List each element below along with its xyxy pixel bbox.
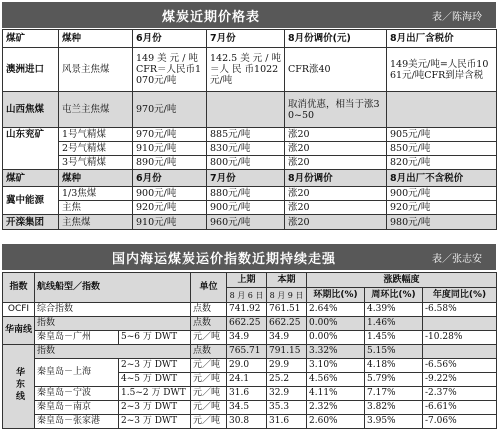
header-aug-adjust: 8月份调价(元)	[285, 30, 387, 48]
unit-cell: 点数	[191, 303, 227, 317]
table-row	[3, 331, 497, 345]
group-south-china: 华南线	[3, 317, 35, 345]
prev-cell: 34.9	[227, 331, 267, 345]
wow-cell: 2.32%	[307, 401, 365, 415]
table2-byline: 表／张志安	[432, 254, 482, 265]
route-cell: 综合指数	[35, 303, 191, 317]
header-aug-price-tax: 8月出厂含税价	[387, 30, 497, 48]
july-price-cell: 142.5 美 元 / 吨＝人 民 币1022元/吨	[207, 48, 285, 92]
unit-cell: 元／吨	[191, 415, 227, 429]
coal-type-cell: 2号气精煤	[59, 142, 133, 156]
curr-cell: 32.9	[267, 387, 307, 401]
prev-cell: 30.8	[227, 415, 267, 429]
july-price-cell: 830元/吨	[207, 142, 285, 156]
wow-cell: 0.00%	[307, 317, 365, 331]
table-row	[3, 387, 497, 401]
coal-type-cell: 屯兰主焦煤	[59, 92, 133, 128]
mom-cell: 5.15%	[365, 345, 423, 359]
table-row	[3, 201, 497, 215]
route-cell: 秦皇岛－宁波	[35, 387, 119, 401]
july-price-cell: 960元/吨	[207, 215, 285, 230]
header-coal-type: 煤种	[59, 170, 133, 187]
june-price-cell: 970元/吨	[133, 92, 207, 128]
table1-byline: 表／陈海玲	[432, 12, 482, 23]
curr-cell: 35.3	[267, 401, 307, 415]
mom-cell: 4.39%	[365, 303, 423, 317]
header-coal-type: 煤种	[59, 30, 133, 48]
freight-index-table	[2, 272, 497, 429]
coal-price-table	[2, 29, 497, 230]
table1-header-row	[3, 30, 497, 48]
ship-size-cell: 4~5 万 DWT	[119, 373, 191, 387]
table2-title-bar	[2, 244, 496, 270]
yoy-cell: -6.61%	[423, 401, 497, 415]
header-mom: 周环比(%)	[365, 288, 423, 303]
header-june: 6月份	[133, 30, 207, 48]
prev-cell: 741.92	[227, 303, 267, 317]
header-aug-adjust: 8月份调价	[285, 170, 387, 187]
aug-adjust-cell: 涨20	[285, 142, 387, 156]
header-july: 7月份	[207, 30, 285, 48]
table2-header-row	[3, 273, 497, 288]
wow-cell: 2.60%	[307, 415, 365, 429]
aug-price-cell	[387, 92, 497, 128]
ship-size-cell: 5~6 万 DWT	[119, 331, 191, 345]
ship-size-cell: 2~3 万 DWT	[119, 359, 191, 373]
unit-cell: 点数	[191, 345, 227, 359]
group-east-china-label: 华东线	[14, 366, 24, 403]
table-row	[3, 92, 497, 128]
mom-cell: 7.17%	[365, 387, 423, 401]
curr-cell: 31.6	[267, 415, 307, 429]
table-row	[3, 303, 497, 317]
yoy-cell: -2.37%	[423, 387, 497, 401]
aug-adjust-cell: 涨20	[285, 156, 387, 170]
table1-title: 煤炭近期价格表	[162, 10, 261, 25]
wow-cell: 3.10%	[307, 359, 365, 373]
header-prev: 上期	[227, 273, 267, 288]
route-cell: 指数	[35, 317, 191, 331]
header-prev-date: 8 月 6 日	[227, 288, 267, 303]
aug-price-cell: 920元/吨	[387, 201, 497, 215]
july-price-cell: 885元/吨	[207, 128, 285, 142]
curr-cell: 662.25	[267, 317, 307, 331]
july-price-cell: 880元/吨	[207, 187, 285, 201]
header-wow: 环期比(%)	[307, 288, 365, 303]
coal-type-cell: 主焦	[59, 201, 133, 215]
yoy-cell: -6.56%	[423, 359, 497, 373]
aug-price-cell: 850元/吨	[387, 142, 497, 156]
aug-price-cell: 149美元/吨=人民币1061元/吨CFR到岸含税	[387, 48, 497, 92]
aug-price-cell: 820元/吨	[387, 156, 497, 170]
mom-cell: 3.82%	[365, 401, 423, 415]
table-row	[3, 359, 497, 373]
table-row	[3, 215, 497, 230]
header-change: 涨跌幅度	[307, 273, 497, 288]
july-price-cell: 900元/吨	[207, 201, 285, 215]
table1-title-bar	[2, 2, 496, 28]
prev-cell: 765.71	[227, 345, 267, 359]
header-mine: 煤矿	[3, 170, 59, 187]
yoy-cell: -6.58%	[423, 303, 497, 317]
prev-cell: 24.1	[227, 373, 267, 387]
wow-cell: 4.56%	[307, 373, 365, 387]
ship-size-cell: 1.5~2 万 DWT	[119, 387, 191, 401]
header-curr: 本期	[267, 273, 307, 288]
unit-cell: 元／吨	[191, 401, 227, 415]
july-price-cell: 800元/吨	[207, 156, 285, 170]
header-unit: 单位	[191, 273, 227, 303]
mine-cell: 冀中能源	[3, 187, 59, 215]
mine-cell: 澳洲进口	[3, 48, 59, 92]
coal-type-cell: 主焦煤	[59, 215, 133, 230]
curr-cell: 34.9	[267, 331, 307, 345]
june-price-cell: 890元/吨	[133, 156, 207, 170]
mom-cell: 4.18%	[365, 359, 423, 373]
aug-price-cell: 905元/吨	[387, 128, 497, 142]
july-price-cell	[207, 92, 285, 128]
header-index: 指数	[3, 273, 35, 303]
wow-cell: 4.11%	[307, 387, 365, 401]
june-price-cell: 920元/吨	[133, 201, 207, 215]
route-cell: 指数	[35, 345, 191, 359]
table-row	[3, 317, 497, 331]
mom-cell: 3.95%	[365, 415, 423, 429]
coal-type-cell: 风景主焦煤	[59, 48, 133, 92]
mine-cell: 山东兖矿	[3, 128, 59, 170]
june-price-cell: 910元/吨	[133, 215, 207, 230]
table-row	[3, 187, 497, 201]
header-route: 航线船型／指数	[35, 273, 191, 303]
unit-cell: 元／吨	[191, 359, 227, 373]
group-east-china	[3, 345, 35, 429]
coal-type-cell: 1/3焦煤	[59, 187, 133, 201]
mine-cell: 山西焦煤	[3, 92, 59, 128]
header-aug-price-notax: 8月出厂不含税价	[387, 170, 497, 187]
aug-adjust-cell: 涨20	[285, 187, 387, 201]
table-row	[3, 142, 497, 156]
wow-cell: 3.32%	[307, 345, 365, 359]
mom-cell: 1.46%	[365, 317, 423, 331]
aug-adjust-cell: 涨20	[285, 215, 387, 230]
header-curr-date: 8 月 9 日	[267, 288, 307, 303]
table-row	[3, 345, 497, 359]
route-cell: 秦皇岛－广州	[35, 331, 119, 345]
unit-cell: 元／吨	[191, 331, 227, 345]
curr-cell: 791.15	[267, 345, 307, 359]
coal-type-cell: 3号气精煤	[59, 156, 133, 170]
yoy-cell	[423, 317, 497, 331]
yoy-cell: -10.28%	[423, 331, 497, 345]
table-row	[3, 415, 497, 429]
header-yoy: 年度同比(%)	[423, 288, 497, 303]
aug-price-cell: 900元/吨	[387, 187, 497, 201]
june-price-cell: 900元/吨	[133, 187, 207, 201]
yoy-cell: -9.22%	[423, 373, 497, 387]
aug-adjust-cell: 取消优惠，相当于涨30~50	[285, 92, 387, 128]
june-price-cell: 910元/吨	[133, 142, 207, 156]
table-row	[3, 48, 497, 92]
ship-size-cell: 2~3 万 DWT	[119, 401, 191, 415]
mine-cell: 开滦集团	[3, 215, 59, 230]
header-june: 6月份	[133, 170, 207, 187]
header-mine: 煤矿	[3, 30, 59, 48]
route-cell: 秦皇岛－张家港	[35, 415, 119, 429]
table-row	[3, 401, 497, 415]
aug-adjust-cell: 涨20	[285, 128, 387, 142]
mom-cell: 5.79%	[365, 373, 423, 387]
table-row	[3, 128, 497, 142]
prev-cell: 662.25	[227, 317, 267, 331]
prev-cell: 29.0	[227, 359, 267, 373]
prev-cell: 34.5	[227, 401, 267, 415]
coal-type-cell: 1号气精煤	[59, 128, 133, 142]
curr-cell: 29.9	[267, 359, 307, 373]
table-row	[3, 156, 497, 170]
group-ocfi: OCFI	[3, 303, 35, 317]
aug-adjust-cell: 涨20	[285, 201, 387, 215]
aug-price-cell: 980元/吨	[387, 215, 497, 230]
route-cell: 秦皇岛－南京	[35, 401, 119, 415]
header-july: 7月份	[207, 170, 285, 187]
table1-header-row-2	[3, 170, 497, 187]
yoy-cell	[423, 345, 497, 359]
ship-size-cell: 2~3 万 DWT	[119, 415, 191, 429]
mom-cell: 1.45%	[365, 331, 423, 345]
unit-cell: 元／吨	[191, 373, 227, 387]
aug-adjust-cell: CFR涨40	[285, 48, 387, 92]
curr-cell: 25.2	[267, 373, 307, 387]
yoy-cell: -7.06%	[423, 415, 497, 429]
wow-cell: 0.00%	[307, 331, 365, 345]
wow-cell: 2.64%	[307, 303, 365, 317]
june-price-cell: 970元/吨	[133, 128, 207, 142]
prev-cell: 31.6	[227, 387, 267, 401]
route-cell: 秦皇岛－上海	[35, 359, 119, 387]
curr-cell: 761.51	[267, 303, 307, 317]
june-price-cell: 149 美 元 / 吨 CFR＝人民币1070元/吨	[133, 48, 207, 92]
unit-cell: 元／吨	[191, 387, 227, 401]
table2-title: 国内海运煤炭运价指数近期持续走强	[112, 252, 337, 267]
unit-cell: 点数	[191, 317, 227, 331]
